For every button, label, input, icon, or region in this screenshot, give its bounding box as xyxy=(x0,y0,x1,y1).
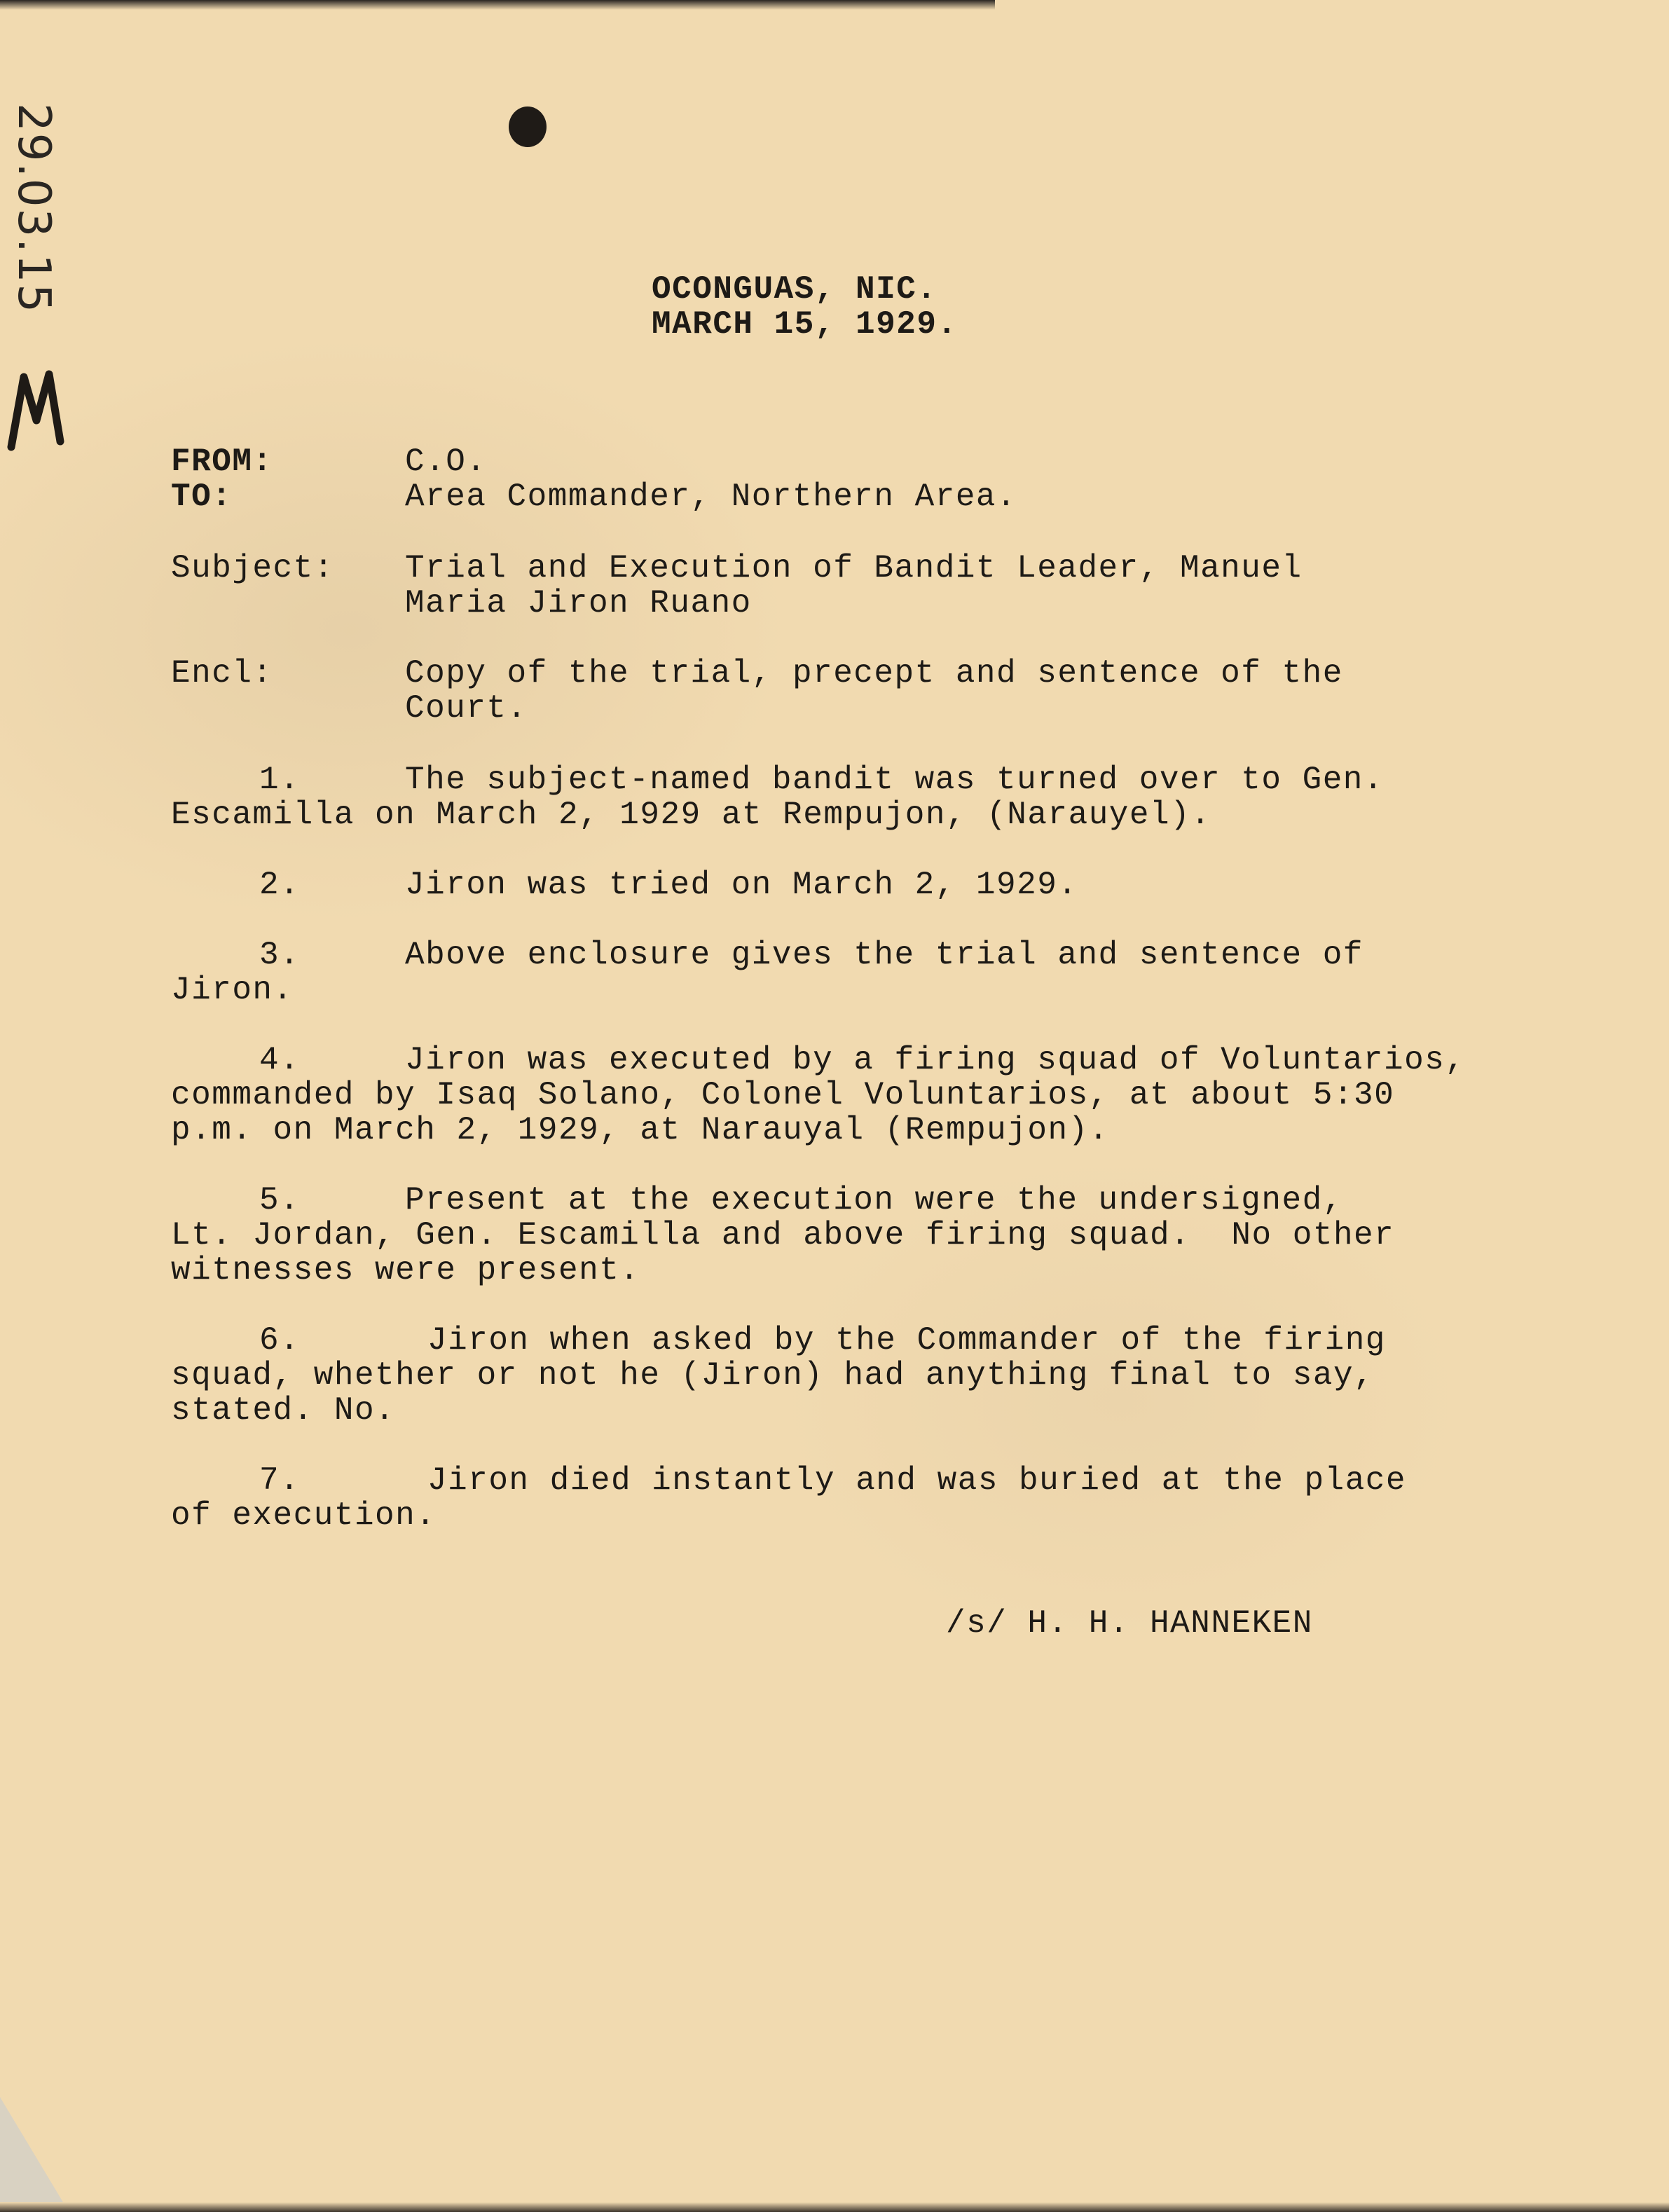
header-place: OCONGUAS, NIC. xyxy=(652,271,937,308)
paragraph-5-number: 5. xyxy=(259,1182,301,1218)
encl-line-2: Court. xyxy=(405,690,528,727)
from-value: C.O. xyxy=(405,444,487,480)
paragraph-4-line: p.m. on March 2, 1929, at Narauyal (Rempujon). xyxy=(171,1112,1109,1148)
handwritten-initial-mark xyxy=(4,364,67,455)
subject-line-2: Maria Jiron Ruano xyxy=(405,585,752,621)
paragraph-3-line: Jiron. xyxy=(171,972,294,1008)
header-date: MARCH 15, 1929. xyxy=(652,306,958,343)
paragraph-3-line: Above enclosure gives the trial and sentence of xyxy=(405,937,1364,973)
paragraph-5-line: witnesses were present. xyxy=(171,1252,640,1289)
paragraph-6-line: Jiron when asked by the Commander of the firing xyxy=(427,1322,1386,1359)
paragraph-5-line: Present at the execution were the undersigned, xyxy=(405,1182,1343,1218)
paragraph-1-line: The subject-named bandit was turned over to Gen. xyxy=(405,762,1385,798)
to-value: Area Commander, Northern Area. xyxy=(405,479,1017,515)
scan-top-edge xyxy=(0,0,995,10)
paragraph-3-number: 3. xyxy=(259,937,301,973)
encl-label: Encl: xyxy=(171,655,273,692)
handwritten-margin-note xyxy=(6,77,62,329)
paragraph-2-line: Jiron was tried on March 2, 1929. xyxy=(405,867,1078,903)
paragraph-6-line: squad, whether or not he (Jiron) had anything final to say, xyxy=(171,1357,1375,1394)
subject-line-1: Trial and Execution of Bandit Leader, Manuel xyxy=(405,550,1303,586)
paragraph-4-line: Jiron was executed by a firing squad of Voluntarios, xyxy=(405,1042,1466,1078)
from-label: FROM: xyxy=(171,444,273,480)
encl-line-1: Copy of the trial, precept and sentence of the xyxy=(405,655,1343,692)
paragraph-1-number: 1. xyxy=(259,762,301,798)
margin-date-note: 29.03.15 xyxy=(8,103,60,314)
subject-label: Subject: xyxy=(171,550,334,586)
to-label: TO: xyxy=(171,479,233,515)
folded-corner xyxy=(0,2097,63,2202)
paragraph-7-line: of execution. xyxy=(171,1497,437,1534)
paragraph-6-line: stated. No. xyxy=(171,1392,396,1429)
paragraph-4-number: 4. xyxy=(259,1042,301,1078)
paragraph-7-number: 7. xyxy=(259,1462,301,1499)
signature-line: /s/ H. H. HANNEKEN xyxy=(946,1605,1313,1642)
paragraph-7-line: Jiron died instantly and was buried at the place xyxy=(427,1462,1407,1499)
punch-hole xyxy=(509,107,547,147)
paragraph-2-number: 2. xyxy=(259,867,301,903)
scan-bottom-edge xyxy=(0,2202,1669,2212)
paragraph-6-number: 6. xyxy=(259,1322,301,1359)
paragraph-4-line: commanded by Isaq Solano, Colonel Voluntarios, at about 5:30 xyxy=(171,1077,1395,1113)
paragraph-5-line: Lt. Jordan, Gen. Escamilla and above firing squad. No other xyxy=(171,1217,1395,1253)
paragraph-1-line: Escamilla on March 2, 1929 at Rempujon, (Narauyel). xyxy=(171,797,1211,833)
